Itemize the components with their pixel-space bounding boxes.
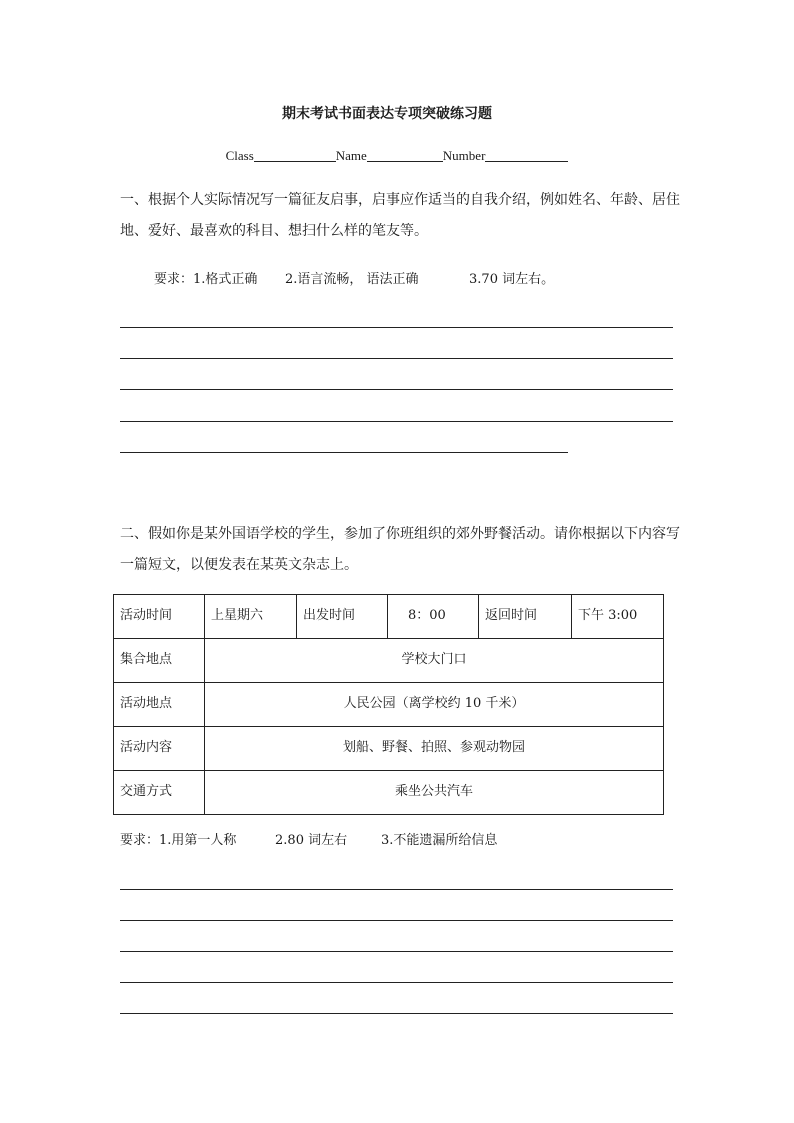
- student-info-line: [0, 147, 794, 164]
- activity-content-value: 划船、野餐、拍照、参观动物园: [205, 727, 664, 771]
- activity-time-value: 上星期六: [205, 595, 297, 639]
- section2-req-label: 要求：: [120, 833, 160, 848]
- activity-time-label: 活动时间: [114, 595, 205, 639]
- writing-line[interactable]: [120, 452, 568, 453]
- table-row: [114, 683, 664, 727]
- activity-content-label: 活动内容: [114, 727, 205, 771]
- class-field[interactable]: [254, 147, 336, 162]
- section2-requirements: [120, 829, 497, 848]
- number-field[interactable]: [485, 147, 568, 162]
- writing-line[interactable]: [120, 889, 673, 890]
- meeting-place-value: 学校大门口: [205, 639, 664, 683]
- name-field[interactable]: [367, 147, 443, 162]
- return-time-label: 返回时间: [479, 595, 572, 639]
- meeting-place-label: 集合地点: [114, 639, 205, 683]
- writing-line[interactable]: [120, 951, 673, 952]
- writing-line[interactable]: [120, 421, 673, 422]
- activity-place-label: 活动地点: [114, 683, 205, 727]
- depart-time-label: 出发时间: [297, 595, 388, 639]
- return-time-value: 下午 3:00: [572, 595, 664, 639]
- table-row: [114, 771, 664, 815]
- writing-line[interactable]: [120, 327, 673, 328]
- name-label: Name: [335, 148, 367, 163]
- writing-line[interactable]: [120, 982, 673, 983]
- class-label: Class: [225, 148, 254, 163]
- depart-time-value: 8：00: [388, 595, 479, 639]
- transport-value: 乘坐公共汽车: [205, 771, 664, 815]
- activity-place-value: 人民公园（离学校约 10 千米）: [205, 683, 664, 727]
- section1-prompt: 一、根据个人实际情况写一篇征友启事，启事应作适当的自我介绍，例如姓名、年龄、居住地、爱好、最喜欢的科目、想扫什么样的笔友等。: [120, 192, 680, 239]
- section1-requirements: [154, 268, 554, 287]
- section1-req-item1: 1.格式正确: [193, 272, 258, 287]
- section2-req-item1: 1.用第一人称: [159, 833, 237, 848]
- section1-req-item2: 2.语言流畅， 语法正确: [285, 272, 419, 287]
- section2-req-item2: 2.80 词左右: [275, 833, 348, 848]
- writing-line[interactable]: [120, 920, 673, 921]
- page-title: 期末考试书面表达专项突破练习题: [282, 106, 492, 122]
- writing-line[interactable]: [120, 389, 673, 390]
- transport-label: 交通方式: [114, 771, 205, 815]
- section1-req-label: 要求：: [154, 272, 194, 287]
- writing-line[interactable]: [120, 1013, 673, 1014]
- writing-line[interactable]: [120, 358, 673, 359]
- table-row: [114, 639, 664, 683]
- table-row: [114, 595, 664, 639]
- number-label: Number: [442, 148, 486, 163]
- section1-req-item3: 3.70 词左右。: [469, 272, 555, 287]
- table-row: [114, 727, 664, 771]
- section2-prompt: 二、假如你是某外国语学校的学生，参加了你班组织的郊外野餐活动。请你根据以下内容写一篇短文，以便发表在某英文杂志上。: [120, 526, 680, 573]
- section2-req-item3: 3.不能遗漏所给信息: [381, 833, 498, 848]
- activity-info-table: [113, 594, 664, 815]
